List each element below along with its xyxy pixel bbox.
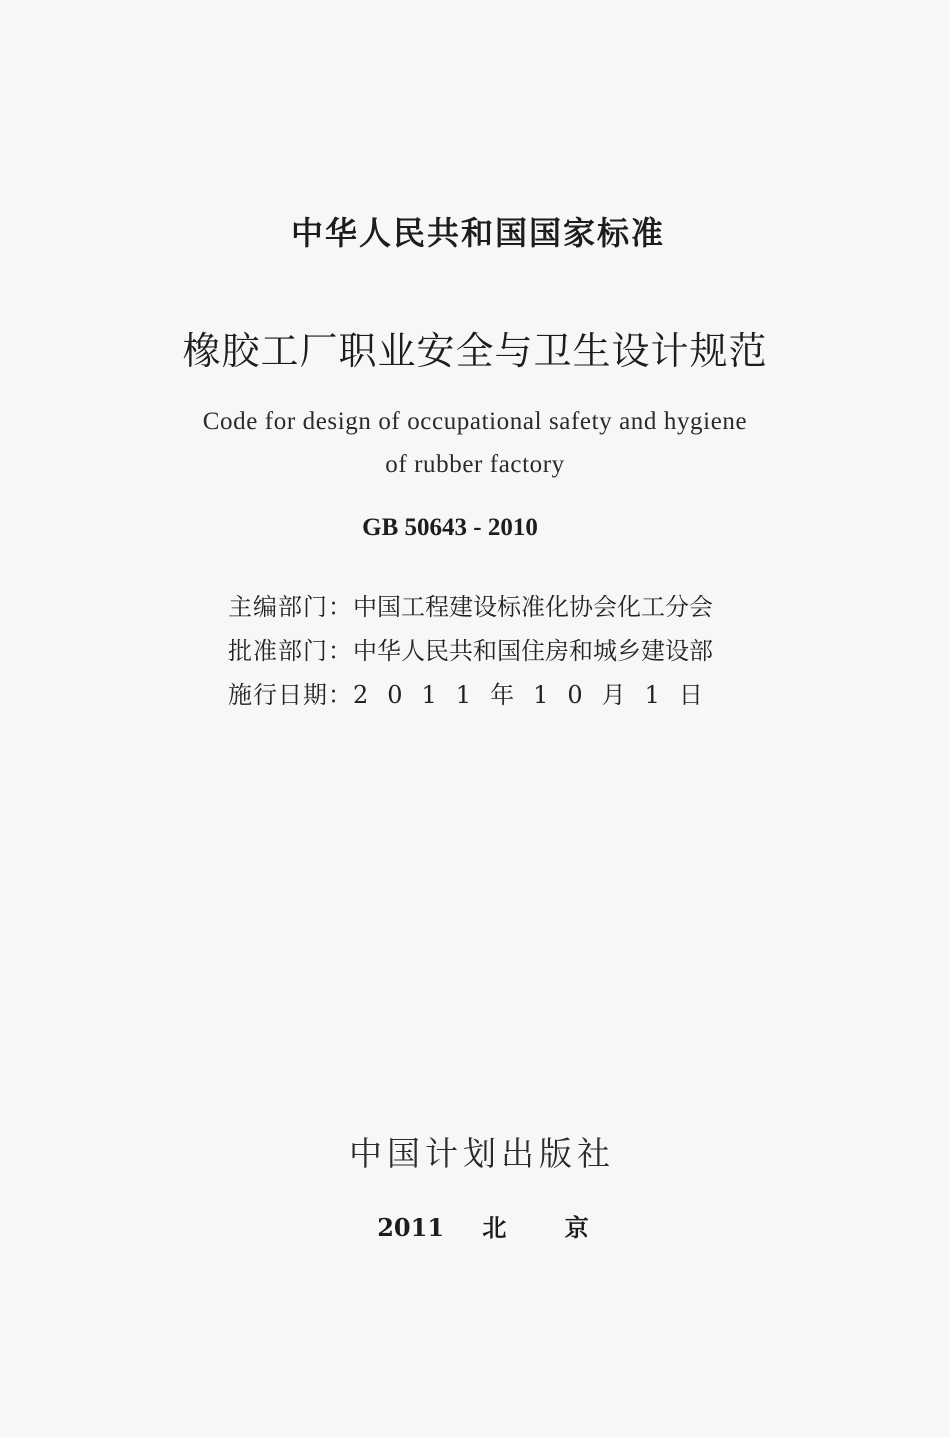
effective-date-value: 2011年10月1日 — [353, 681, 722, 709]
approver-label: 批准部门： — [228, 637, 353, 665]
imprint-city-character-2: 京 — [564, 1213, 589, 1242]
approver-row — [228, 629, 788, 673]
standard-code: GB 50643 - 2010 — [362, 514, 538, 541]
approver-value: 中华人民共和国住房和城乡建设部 — [353, 637, 713, 665]
effective-date-label: 施行日期： — [228, 681, 353, 709]
editor-label: 主编部门： — [228, 593, 353, 621]
english-title — [0, 400, 950, 486]
publisher-name: 中国计划出版社 — [349, 1134, 615, 1173]
publication-imprint — [0, 1208, 950, 1243]
chinese-title: 橡胶工厂职业安全与卫生设计规范 — [182, 329, 768, 373]
english-title-line-1: Code for design of occupational safety and hygiene — [202, 408, 748, 435]
effective-date-row — [228, 673, 788, 717]
editor-row — [228, 585, 788, 629]
imprint-city-character-1: 北 — [482, 1213, 507, 1242]
imprint-year: 2011 — [377, 1213, 445, 1242]
standard-metadata — [228, 585, 788, 717]
editor-value: 中国工程建设标准化协会化工分会 — [353, 593, 713, 621]
english-title-line-2: of rubber factory — [385, 451, 565, 478]
national-standard-heading: 中华人民共和国国家标准 — [290, 214, 665, 252]
